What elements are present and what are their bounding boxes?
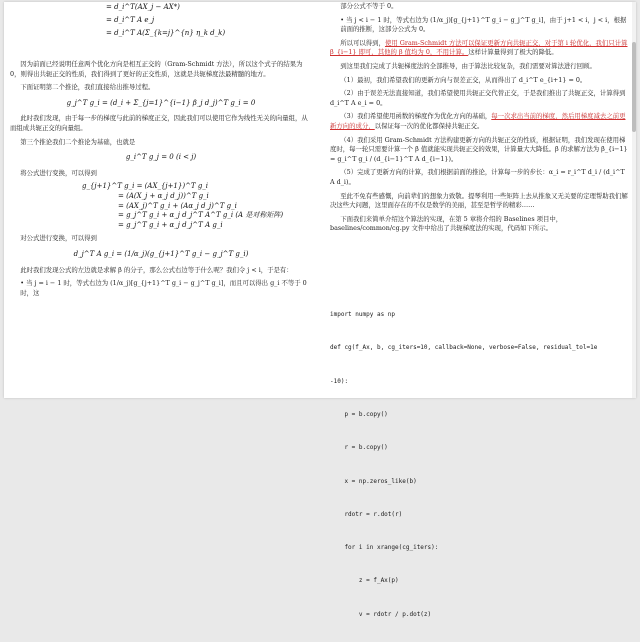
bullet-item: • 当 j < i − 1 时，等式右边为 (1/α_j)[g_{j+1}^T g_i − g_j^T g_i]，由于 j+1 < i，j < i，根据前面的推断，这部分公式为 0。	[340, 15, 627, 34]
numbered-item: （4）我们采用 Gram-Schmidt 方法构建更新方向的共轭正交的性质，根据证明，我们发现在使用梯度时，每一轮只需要计算一个 β 值就能实现共轭正交的效果，计算量大大降低。β 的求解方法为 β_{i−1} = g_i^T g_i / (d_{i−1}^T A d_{i−1})。	[330, 135, 628, 163]
paragraph: 对公式进行变换，可以得到	[20, 234, 97, 243]
left-column	[10, 2, 312, 398]
equation: d_j^T A g_i = (1/α_j)(g_{j+1}^T g_i − g_j^T g_i)	[73, 249, 249, 258]
equation-line: = d_i^T A(Σ_{k=j}^{n} η_k d_k)	[106, 29, 226, 38]
equation: g_i^T g_j = 0 (i < j)	[125, 153, 197, 162]
vertical-scrollbar[interactable]	[632, 2, 636, 398]
code-line: rdotr = r.dot(r)	[330, 510, 403, 518]
underlined-text: 每一次求出当前的梯度，然后用梯度减去之前更新方向的成分，	[330, 112, 626, 130]
code-line: -10):	[330, 377, 349, 385]
code-block	[330, 287, 630, 642]
code-line: r = b.copy()	[330, 444, 388, 452]
document-page	[4, 2, 636, 618]
code-line: z = f_Ax(p)	[330, 577, 399, 585]
code-line: v = rdotr / p.dot(z)	[330, 610, 432, 618]
code-line: import numpy as np	[330, 311, 396, 319]
numbered-item: （5）完成了更新方向的计算，我们根据前面的推论，计算每一步的步长：α_i = r_i^T d_i / (d_i^T A d_i)。	[330, 168, 625, 186]
paragraph: 此时我们发现，由于每一步的梯度与此前的梯度正交，因此我们可以使用它作为线性无关的向量组，从而组成共轭正交的向量组。	[10, 114, 308, 132]
equation-line: = (A(X_j + α_j d_j))^T g_i	[118, 191, 209, 200]
code-line: x = np.zeros_like(b)	[330, 477, 417, 485]
paragraph: 因为前面已经说明任意两个优化方向是相互正交的（Gram-Schmidt 方法），所以这个式子的结果为 0，则得出共轭正交的性质，我们得到了更好的正交性质，这就是共轭梯度法最精髓的地方。	[10, 60, 303, 78]
code-line: def cg(f_Ax, b, cg_iters=10, callback=None, verbose=False, residual_tol=1e	[330, 344, 598, 352]
code-line: p = b.copy()	[330, 411, 388, 419]
paragraph: 至此不免有些感慨，向前辈们的想象力致敬。提琴利用一些矩阵上去从推象又无关要的定理帮助我们解决这些大问题，这里面存在的不仅是数学的美丽，甚至是哲学的精彩……	[330, 191, 628, 210]
paragraph	[330, 39, 628, 58]
numbered-item: （2）由于误差无法直接知道，我们希望使用共轭正交代替正交，于是我们推出了共轭正交，计算得到 d_i^T A e_i = 0。	[330, 89, 626, 107]
paragraph: 此时我们发现公式的左边就是求解 β 的分子，那么公式右边等于什么呢？我们令 j < i，于是有：	[20, 265, 293, 274]
paragraph: 到这里我们完成了共轭梯度法的全部推导，由于算法比较复杂，我们需要对算法进行回顾。	[340, 61, 596, 70]
paragraph: 第三个推论我们二个推论为基础，也就是	[20, 137, 136, 146]
paragraph: 部分公式不等于 0。	[340, 2, 398, 10]
equation: g_j^T g_i = (d_i + Σ_{j=1}^{i−1} β_j d_j)^T g_i = 0	[66, 98, 256, 107]
numbered-item: （1）最初，我们希望我们的更新方向与误差正交，从而得出了 d_i^T e_{i+1} = 0。	[340, 75, 587, 84]
numbered-item	[330, 112, 628, 131]
paragraph: 将公式进行变换，可以得到	[20, 168, 97, 177]
bullet-item: • 当 j = i − 1 时，等式右边为 (1/α_j)[g_{j+1}^T g_i − g_j^T g_i]，而且可以得出 g_i 不等于 0 时，这	[20, 279, 307, 297]
underlined-text: 使用 Gram-Schmidt 方法可以保证更新方向共轭正交，对于第 i 轮优化，我们只计算 β_{i−1} 即可，其他的 β 值均为 0，不用计算。	[330, 38, 628, 57]
code-line: for i in xrange(cg_iters):	[330, 544, 439, 552]
text-span: （3）我们希望使用函数的梯度作为优化方向的基础，	[340, 112, 492, 121]
equation-block-derivation	[10, 182, 312, 230]
equation-line: g_{j+1}^T g_i = (AX_{j+1})^T g_i	[82, 182, 209, 191]
paragraph: 下面我们来简单介绍这个算法的实现，在第 5 章将介绍的 Baselines 项目中，baselines/common/cg.py 文件中给出了共轭梯度法的实现，代码如下所示。	[330, 214, 563, 233]
equation-line: = d_i^T A e_j	[106, 15, 155, 24]
paragraph: 下面证明第二个推论，我们直接给出推导过程。	[20, 83, 155, 92]
equation-line: = g_j^T g_i + α_j d_j^T A^T g_i (A 是对称矩阵)	[118, 211, 284, 220]
scrollbar-thumb[interactable]	[632, 42, 636, 132]
equation-line: = (AX_j)^T g_i + (Aα_j d_j)^T g_i	[118, 201, 237, 210]
equation-block-top	[106, 3, 225, 39]
text-span: 这样计算量得到了极大的降低。	[468, 48, 558, 57]
equation-line: = g_j^T g_i + α_j d_j^T A g_i	[118, 220, 223, 229]
text-span: 所以可以得到，	[340, 38, 385, 47]
equation-line: = d_i^T(AX_j − AX*)	[106, 3, 180, 11]
text-span: 以保证每一次的优化都保持共轭正交。	[374, 121, 484, 130]
